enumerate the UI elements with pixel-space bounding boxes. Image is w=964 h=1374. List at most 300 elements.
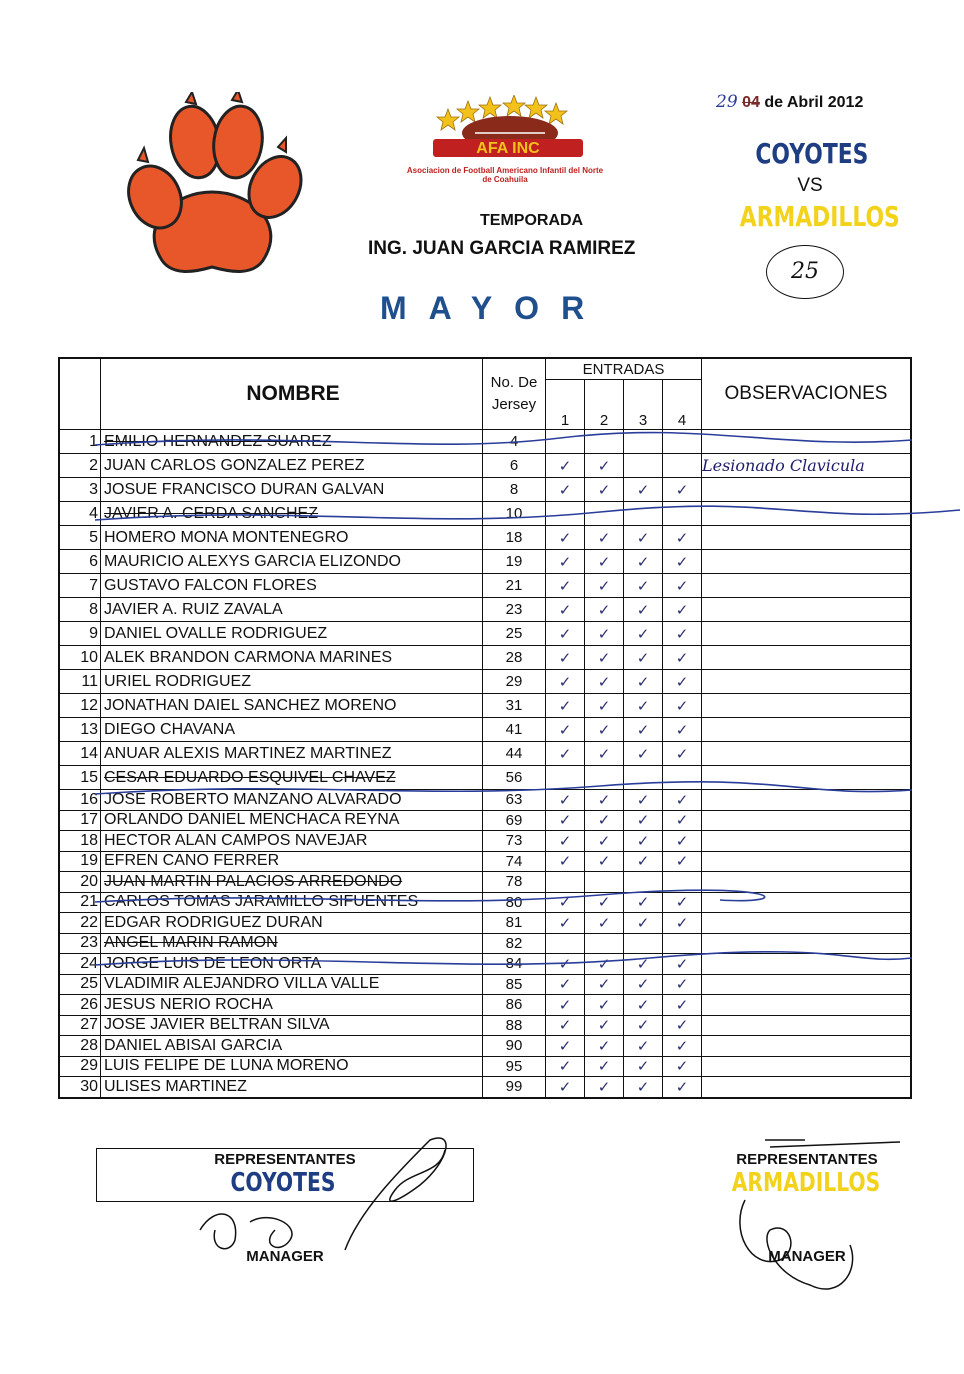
right-representatives-team: ARMADILLOS — [731, 1168, 881, 1198]
versus-label: VS — [797, 175, 823, 196]
inning-4-check: ✓ — [663, 851, 702, 872]
inning-3-check: ✓ — [624, 954, 663, 975]
table-row — [59, 933, 911, 954]
player-observation — [702, 766, 912, 790]
player-number: 20 — [59, 872, 101, 893]
player-name: JOSUE FRANCISCO DURAN GALVAN — [101, 478, 483, 502]
inning-1-check: ✓ — [546, 622, 585, 646]
player-observation — [702, 550, 912, 574]
player-jersey: 82 — [483, 933, 546, 954]
player-name: JESUS NERIO ROCHA — [101, 995, 483, 1016]
inning-1-check: ✓ — [546, 790, 585, 811]
player-observation — [702, 694, 912, 718]
player-jersey: 85 — [483, 974, 546, 995]
table-row — [59, 1015, 911, 1036]
player-name: JOSE ROBERTO MANZANO ALVARADO — [101, 790, 483, 811]
inning-3-check: ✓ — [624, 526, 663, 550]
inning-4-check: ✓ — [663, 622, 702, 646]
inning-2-check — [585, 430, 624, 454]
inning-3-check — [624, 454, 663, 478]
inning-4-check: ✓ — [663, 550, 702, 574]
player-name: DANIEL OVALLE RODRIGUEZ — [101, 622, 483, 646]
inning-4-check — [663, 502, 702, 526]
player-jersey: 78 — [483, 872, 546, 893]
inning-1-check — [546, 766, 585, 790]
inning-4-check — [663, 454, 702, 478]
left-manager-label: MANAGER — [246, 1248, 324, 1265]
player-jersey: 25 — [483, 622, 546, 646]
inning-4-check: ✓ — [663, 574, 702, 598]
player-observation — [702, 526, 912, 550]
player-number: 9 — [59, 622, 101, 646]
player-observation — [702, 430, 912, 454]
inning-2-check: ✓ — [585, 790, 624, 811]
inning-1-check: ✓ — [546, 1036, 585, 1057]
player-observation — [702, 790, 912, 811]
player-name: ULISES MARTINEZ — [101, 1077, 483, 1098]
inning-4-check: ✓ — [663, 913, 702, 934]
inning-1-check — [546, 872, 585, 893]
player-number: 5 — [59, 526, 101, 550]
player-jersey: 28 — [483, 646, 546, 670]
table-row — [59, 550, 911, 574]
right-representatives-label: REPRESENTANTES — [736, 1151, 878, 1168]
player-number: 12 — [59, 694, 101, 718]
player-number: 18 — [59, 831, 101, 852]
inning-1-check: ✓ — [546, 574, 585, 598]
inning-1-check — [546, 502, 585, 526]
player-observation — [702, 502, 912, 526]
inning-2-check: ✓ — [585, 670, 624, 694]
inning-2-check: ✓ — [585, 810, 624, 831]
player-observation — [702, 995, 912, 1016]
inning-4-check: ✓ — [663, 995, 702, 1016]
inning-4-check — [663, 933, 702, 954]
inning-2-check: ✓ — [585, 1056, 624, 1077]
player-number: 19 — [59, 851, 101, 872]
player-observation — [702, 1077, 912, 1098]
player-name: EFREN CANO FERRER — [101, 851, 483, 872]
player-jersey: 63 — [483, 790, 546, 811]
table-row — [59, 622, 911, 646]
player-number: 23 — [59, 933, 101, 954]
inning-2-check: ✓ — [585, 550, 624, 574]
inning-4-check: ✓ — [663, 598, 702, 622]
player-name: CARLOS TOMAS JARAMILLO SIFUENTES — [101, 892, 483, 913]
inning-4-header: 4 — [663, 380, 702, 430]
inning-1-check: ✓ — [546, 454, 585, 478]
table-row — [59, 1077, 911, 1098]
table-row — [59, 974, 911, 995]
inning-3-check: ✓ — [624, 670, 663, 694]
table-row — [59, 995, 911, 1016]
table-row — [59, 454, 911, 478]
player-name: JUAN CARLOS GONZALEZ PEREZ — [101, 454, 483, 478]
left-representatives-team: COYOTES — [230, 1168, 336, 1198]
inning-4-check: ✓ — [663, 831, 702, 852]
table-row — [59, 954, 911, 975]
inning-1-check: ✓ — [546, 742, 585, 766]
player-jersey: 88 — [483, 1015, 546, 1036]
inning-2-check: ✓ — [585, 598, 624, 622]
player-jersey: 41 — [483, 718, 546, 742]
inning-1-check: ✓ — [546, 718, 585, 742]
player-name: HECTOR ALAN CAMPOS NAVEJAR — [101, 831, 483, 852]
player-observation — [702, 1056, 912, 1077]
player-number: 7 — [59, 574, 101, 598]
inning-2-check: ✓ — [585, 646, 624, 670]
inning-2-check: ✓ — [585, 831, 624, 852]
player-observation — [702, 831, 912, 852]
table-row — [59, 694, 911, 718]
date-day-struck: 04 — [742, 94, 760, 111]
inning-2-header: 2 — [585, 380, 624, 430]
home-team-name: COYOTES — [755, 137, 869, 170]
inning-1-check: ✓ — [546, 646, 585, 670]
inning-3-check — [624, 502, 663, 526]
table-row — [59, 742, 911, 766]
inning-2-check: ✓ — [585, 742, 624, 766]
player-name: ALEK BRANDON CARMONA MARINES — [101, 646, 483, 670]
table-row — [59, 851, 911, 872]
player-jersey: 81 — [483, 913, 546, 934]
observaciones-header: OBSERVACIONES — [702, 358, 912, 430]
season-label: TEMPORADA — [480, 212, 584, 229]
player-number: 3 — [59, 478, 101, 502]
player-observation — [702, 742, 912, 766]
player-number: 1 — [59, 430, 101, 454]
player-observation — [702, 1015, 912, 1036]
inning-4-check: ✓ — [663, 478, 702, 502]
inning-1-check: ✓ — [546, 670, 585, 694]
inning-2-check: ✓ — [585, 851, 624, 872]
player-jersey: 21 — [483, 574, 546, 598]
inning-2-check: ✓ — [585, 622, 624, 646]
table-row — [59, 872, 911, 893]
inning-2-check: ✓ — [585, 954, 624, 975]
player-observation — [702, 646, 912, 670]
player-name: LUIS FELIPE DE LUNA MORENO — [101, 1056, 483, 1077]
player-jersey: 95 — [483, 1056, 546, 1077]
inning-2-check: ✓ — [585, 892, 624, 913]
table-row — [59, 1036, 911, 1057]
player-jersey: 4 — [483, 430, 546, 454]
inning-3-check: ✓ — [624, 892, 663, 913]
inning-2-check: ✓ — [585, 478, 624, 502]
player-observation — [702, 892, 912, 913]
inning-2-check: ✓ — [585, 694, 624, 718]
player-number: 4 — [59, 502, 101, 526]
player-number: 6 — [59, 550, 101, 574]
player-name: ORLANDO DANIEL MENCHACA REYNA — [101, 810, 483, 831]
inning-1-check: ✓ — [546, 831, 585, 852]
table-row — [59, 646, 911, 670]
season-name: ING. JUAN GARCIA RAMIREZ — [368, 238, 636, 259]
player-number: 14 — [59, 742, 101, 766]
inning-4-check: ✓ — [663, 974, 702, 995]
inning-3-check — [624, 872, 663, 893]
inning-3-check: ✓ — [624, 718, 663, 742]
player-jersey: 99 — [483, 1077, 546, 1098]
table-row — [59, 718, 911, 742]
inning-2-check: ✓ — [585, 574, 624, 598]
inning-2-check: ✓ — [585, 913, 624, 934]
inning-4-check: ✓ — [663, 694, 702, 718]
table-row — [59, 1056, 911, 1077]
inning-4-check: ✓ — [663, 892, 702, 913]
inning-3-check — [624, 766, 663, 790]
table-row — [59, 574, 911, 598]
inning-4-check — [663, 430, 702, 454]
player-observation — [702, 1036, 912, 1057]
table-row — [59, 766, 911, 790]
table-row — [59, 670, 911, 694]
inning-3-check: ✓ — [624, 1056, 663, 1077]
player-name: URIEL RODRIGUEZ — [101, 670, 483, 694]
player-jersey: 44 — [483, 742, 546, 766]
player-observation — [702, 913, 912, 934]
away-team-name: ARMADILLOS — [739, 200, 900, 233]
player-name: JAVIER A. CERDA SANCHEZ — [101, 502, 483, 526]
inning-3-check: ✓ — [624, 810, 663, 831]
inning-1-check: ✓ — [546, 478, 585, 502]
player-number: 2 — [59, 454, 101, 478]
player-observation — [702, 872, 912, 893]
roster-body — [59, 430, 911, 1098]
inning-4-check — [663, 872, 702, 893]
inning-2-check: ✓ — [585, 454, 624, 478]
table-row — [59, 526, 911, 550]
table-row — [59, 892, 911, 913]
inning-1-check: ✓ — [546, 995, 585, 1016]
player-jersey: 10 — [483, 502, 546, 526]
inning-1-header: 1 — [546, 380, 585, 430]
player-jersey: 74 — [483, 851, 546, 872]
player-number: 8 — [59, 598, 101, 622]
inning-4-check: ✓ — [663, 526, 702, 550]
table-row — [59, 598, 911, 622]
player-observation — [702, 718, 912, 742]
division-title: MAYOR — [380, 290, 607, 326]
inning-3-check: ✓ — [624, 694, 663, 718]
table-row — [59, 502, 911, 526]
entradas-header: ENTRADAS — [546, 358, 702, 380]
player-jersey: 80 — [483, 892, 546, 913]
inning-1-check — [546, 430, 585, 454]
inning-1-check: ✓ — [546, 550, 585, 574]
player-number: 15 — [59, 766, 101, 790]
inning-2-check — [585, 872, 624, 893]
num-header — [59, 358, 101, 430]
player-number: 26 — [59, 995, 101, 1016]
player-jersey: 84 — [483, 954, 546, 975]
player-name: JAVIER A. RUIZ ZAVALA — [101, 598, 483, 622]
inning-4-check: ✓ — [663, 1015, 702, 1036]
player-number: 13 — [59, 718, 101, 742]
jersey-header-line1: No. De — [490, 374, 538, 391]
inning-4-check: ✓ — [663, 670, 702, 694]
player-name: EMILIO HERNANDEZ SUAREZ — [101, 430, 483, 454]
jersey-header — [483, 358, 546, 430]
player-jersey: 56 — [483, 766, 546, 790]
player-observation — [702, 622, 912, 646]
inning-3-check: ✓ — [624, 1077, 663, 1098]
inning-3-check: ✓ — [624, 598, 663, 622]
table-row — [59, 430, 911, 454]
roster-table — [58, 357, 912, 1099]
player-name: JONATHAN DAIEL SANCHEZ MORENO — [101, 694, 483, 718]
inning-3-check: ✓ — [624, 622, 663, 646]
player-name: EDGAR RODRIGUEZ DURAN — [101, 913, 483, 934]
date-month-year: de Abril 2012 — [764, 94, 864, 111]
player-name: GUSTAVO FALCON FLORES — [101, 574, 483, 598]
player-name: ANUAR ALEXIS MARTINEZ MARTINEZ — [101, 742, 483, 766]
inning-1-check: ✓ — [546, 1077, 585, 1098]
table-row — [59, 913, 911, 934]
player-name: HOMERO MONA MONTENEGRO — [101, 526, 483, 550]
name-header: NOMBRE — [101, 358, 483, 430]
logo-subtitle: Asociacion de Football Americano Infantil del Norte de Coahuila — [406, 166, 604, 184]
player-jersey: 8 — [483, 478, 546, 502]
paw-logo-icon — [120, 92, 305, 282]
player-observation — [702, 933, 912, 954]
player-jersey: 6 — [483, 454, 546, 478]
inning-1-check: ✓ — [546, 851, 585, 872]
player-observation — [702, 478, 912, 502]
date-day-handwritten: 29 — [716, 92, 738, 112]
inning-2-check: ✓ — [585, 718, 624, 742]
inning-2-check — [585, 502, 624, 526]
player-observation — [702, 670, 912, 694]
inning-3-check: ✓ — [624, 790, 663, 811]
jersey-header-line2: Jersey — [491, 396, 537, 413]
inning-3-check — [624, 933, 663, 954]
player-number: 28 — [59, 1036, 101, 1057]
right-manager-label: MANAGER — [768, 1248, 846, 1265]
inning-4-check: ✓ — [663, 954, 702, 975]
player-number: 11 — [59, 670, 101, 694]
inning-2-check: ✓ — [585, 526, 624, 550]
inning-3-check: ✓ — [624, 995, 663, 1016]
player-jersey: 29 — [483, 670, 546, 694]
player-number: 21 — [59, 892, 101, 913]
left-representatives-label: REPRESENTANTES — [214, 1151, 356, 1168]
inning-3-check: ✓ — [624, 913, 663, 934]
player-observation — [702, 810, 912, 831]
player-observation — [702, 954, 912, 975]
inning-3-check: ✓ — [624, 478, 663, 502]
player-jersey: 19 — [483, 550, 546, 574]
logo-text: AFA INC — [476, 140, 540, 157]
inning-4-check — [663, 766, 702, 790]
table-row — [59, 831, 911, 852]
inning-4-check: ✓ — [663, 810, 702, 831]
inning-1-check: ✓ — [546, 810, 585, 831]
player-observation — [702, 598, 912, 622]
inning-3-check: ✓ — [624, 646, 663, 670]
inning-3-check: ✓ — [624, 974, 663, 995]
player-number: 10 — [59, 646, 101, 670]
inning-1-check: ✓ — [546, 974, 585, 995]
player-name: JUAN MARTIN PALACIOS ARREDONDO — [101, 872, 483, 893]
player-observation — [702, 851, 912, 872]
inning-3-check — [624, 430, 663, 454]
inning-4-check: ✓ — [663, 742, 702, 766]
player-jersey: 90 — [483, 1036, 546, 1057]
player-number: 16 — [59, 790, 101, 811]
player-jersey: 31 — [483, 694, 546, 718]
inning-4-check: ✓ — [663, 1036, 702, 1057]
inning-1-check: ✓ — [546, 598, 585, 622]
inning-1-check: ✓ — [546, 694, 585, 718]
inning-4-check: ✓ — [663, 1056, 702, 1077]
inning-1-check: ✓ — [546, 526, 585, 550]
player-name: MAURICIO ALEXYS GARCIA ELIZONDO — [101, 550, 483, 574]
inning-2-check: ✓ — [585, 974, 624, 995]
player-number: 27 — [59, 1015, 101, 1036]
inning-3-check: ✓ — [624, 574, 663, 598]
inning-4-check: ✓ — [663, 1077, 702, 1098]
inning-4-check: ✓ — [663, 790, 702, 811]
inning-1-check: ✓ — [546, 1056, 585, 1077]
inning-1-check — [546, 933, 585, 954]
player-name: DANIEL ABISAI GARCIA — [101, 1036, 483, 1057]
inning-1-check: ✓ — [546, 954, 585, 975]
game-number: 25 — [766, 245, 844, 299]
inning-4-check: ✓ — [663, 646, 702, 670]
player-observation — [702, 574, 912, 598]
player-jersey: 69 — [483, 810, 546, 831]
inning-3-check: ✓ — [624, 550, 663, 574]
inning-3-check: ✓ — [624, 742, 663, 766]
table-row — [59, 790, 911, 811]
inning-4-check: ✓ — [663, 718, 702, 742]
player-number: 25 — [59, 974, 101, 995]
inning-1-check: ✓ — [546, 892, 585, 913]
player-number: 30 — [59, 1077, 101, 1098]
player-name: JOSE JAVIER BELTRAN SILVA — [101, 1015, 483, 1036]
inning-2-check: ✓ — [585, 1077, 624, 1098]
player-number: 17 — [59, 810, 101, 831]
player-number: 22 — [59, 913, 101, 934]
player-number: 29 — [59, 1056, 101, 1077]
player-jersey: 86 — [483, 995, 546, 1016]
player-name: JORGE LUIS DE LEON ORTA — [101, 954, 483, 975]
player-observation — [702, 974, 912, 995]
inning-3-check: ✓ — [624, 831, 663, 852]
table-row — [59, 810, 911, 831]
inning-2-check — [585, 766, 624, 790]
player-name: VLADIMIR ALEJANDRO VILLA VALLE — [101, 974, 483, 995]
inning-2-check — [585, 933, 624, 954]
player-name: ANGEL MARIN RAMON — [101, 933, 483, 954]
inning-1-check: ✓ — [546, 913, 585, 934]
player-jersey: 18 — [483, 526, 546, 550]
inning-2-check: ✓ — [585, 995, 624, 1016]
player-name: DIEGO CHAVANA — [101, 718, 483, 742]
player-jersey: 23 — [483, 598, 546, 622]
player-jersey: 73 — [483, 831, 546, 852]
table-row — [59, 478, 911, 502]
game-date — [716, 92, 863, 112]
inning-3-header: 3 — [624, 380, 663, 430]
player-name: CESAR EDUARDO ESQUIVEL CHAVEZ — [101, 766, 483, 790]
inning-1-check: ✓ — [546, 1015, 585, 1036]
inning-3-check: ✓ — [624, 1036, 663, 1057]
inning-3-check: ✓ — [624, 851, 663, 872]
player-observation: Lesionado Clavicula — [702, 454, 912, 478]
inning-3-check: ✓ — [624, 1015, 663, 1036]
